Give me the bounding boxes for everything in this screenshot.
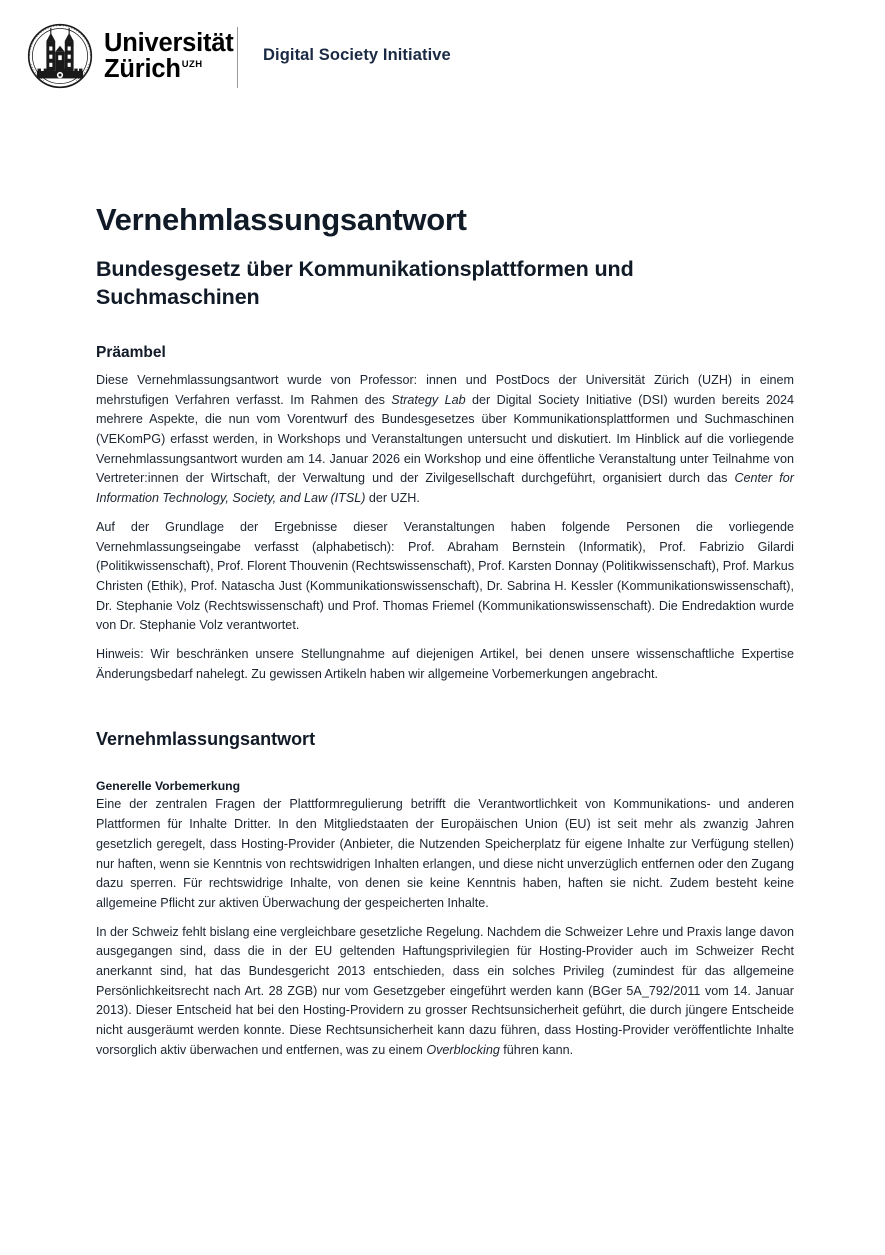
page-title: Vernehmlassungsantwort	[96, 202, 467, 237]
preamble-p1-part-a: Diese Vernehmlassungsantwort wurde von Professor: innen und PostDocs der Universität Zürich (UZH) in einem mehrstufigen Verfahren verfasst. Im Rahmen des	[96, 372, 794, 407]
preamble-p1-italic-itsl: Center for Information Technology, Society, and Law (ITSL)	[96, 471, 794, 506]
preamble-p1-part-c: der UZH.	[365, 491, 420, 506]
general-remark-p2-part-b: führen kann.	[499, 1042, 574, 1057]
response-section-heading: Vernehmlassungsantwort	[96, 729, 316, 750]
wordmark-superscript: UZH	[181, 59, 203, 70]
institute-title: Digital Society Initiative	[263, 46, 451, 64]
general-remark-p2-part-a: In der Schweiz fehlt bislang eine vergleichbare gesetzliche Regelung. Nachdem die Schweizer Lehre und Praxis lange davon ausgegangen sind, dass die in der EU geltenden Haftungsprivilegien für Hosting-Provider auch im Schweizer Recht anerkannt sind, hat das Bundesgericht 2013 entschieden, dass ein solches Privileg (zumindest für das allgemeine Persönlichkeitsrecht nach Art. 28 ZGB) nur vom Gesetzgeber eingeführt werden kann (BGer 5A_792/2011 vom 14. Januar 2013). Dieser Entscheid hat bei den Hosting-Providern zu grosser Rechtsunsicherheit geführt, die durch jüngere Entscheide nicht ausgeräumt werden konnte. Diese Rechtsunsicherheit kann dazu führen, dass Hosting-Provider veröffentlichte Inhalte vorsorglich aktiv überwachen und entfernen, was zu einem	[96, 924, 794, 1057]
preamble-paragraph-1	[96, 371, 794, 509]
preamble-heading: Präambel	[96, 343, 166, 361]
wordmark-line-2: Zürich$^{UZH}$	[104, 55, 203, 83]
general-remark-p2-italic-overblocking: Overblocking	[426, 1042, 500, 1057]
preamble-paragraph-3: Hinweis: Wir beschränken unsere Stellungnahme auf diejenigen Artikel, bei denen unsere wissenschaftliche Expertise Änderungsbedarf nahelegt. Zu gewissen Artikeln haben wir allgemeine Vorbemerkungen angebracht.	[96, 647, 794, 681]
page-subtitle: Bundesgesetz über Kommunikationsplattformen und Suchmaschinen	[96, 256, 634, 310]
preamble-paragraph-2: Auf der Grundlage der Ergebnisse dieser Veranstaltungen haben folgende Personen die vorliegende Vernehmlassungseingabe verfasst (alphabetisch): Prof. Abraham Bernstein (Informatik), Prof. Fabrizio Gilardi (Politikwissenschaft), Prof. Florent Thouvenin (Rechtswissenschaft), Prof. Karsten Donnay (Politikwissenschaft), Prof. Markus Christen (Ethik), Prof. Natascha Just (Kommunikationswissenschaft), Dr. Sabrina H. Kessler (Kommunikationswissenschaft), Dr. Stephanie Volz (Rechtswissenschaft) und Prof. Thomas Friemel (Kommunikationswissenschaft). Die Endredaktion wurde von Dr. Stephanie Volz verantwortet.	[96, 519, 794, 633]
wordmark-line-1: Universität	[104, 29, 234, 57]
preamble-p1-italic-strategy-lab: Strategy Lab	[391, 392, 466, 407]
preamble-p1-part-b: der Digital Society Initiative (DSI) wurden bereits 2024 mehrere Aspekte, die nun vom Vorentwurf des Bundesgesetzes über Kommunikationsplattformen und Suchmaschinen (VEKomPG) erfasst werden, in Workshops und Veranstaltungen untersucht und diskutiert. Im Hinblick auf die vorliegende Vernehmlassungsantwort wurden am 14. Januar 2026 ein Workshop und eine öffentliche Veranstaltung unter Teilnahme von Vertreter:innen der Wirtschaft, der Verwaltung und der Zivilgesellschaft durchgeführt, organisiert durch das	[96, 392, 794, 486]
general-remark-paragraph-1: Eine der zentralen Fragen der Plattformregulierung betrifft die Verantwortlichkeit von Kommunikations- und anderen Plattformen für Inhalte Dritter. In den Mitgliedstaaten der Europäischen Union (EU) ist seit mehr als zwanzig Jahren gesetzlich geregelt, dass Hosting-Provider (Anbieter, die Nutzenden Speicherplatz für eigene Inhalte zur Verfügung stellen) nur haften, wenn sie Kenntnis von rechtswidrigen Inhalten erlangen, und diese nicht unverzüglich entfernen oder den Zugang dazu sperren. Für rechtswidrige Inhalte, von denen sie keine Kenntnis haben, haften sie nicht. Zudem besteht keine allgemeine Pflicht zur aktiven Überwachung der gespeicherten Inhalte.	[96, 797, 794, 910]
general-remark-heading: Generelle Vorbemerkung	[96, 779, 241, 794]
document-body	[96, 0, 794, 1061]
uzh-seal-icon	[26, 22, 94, 90]
general-remark-paragraph-2	[96, 923, 794, 1061]
